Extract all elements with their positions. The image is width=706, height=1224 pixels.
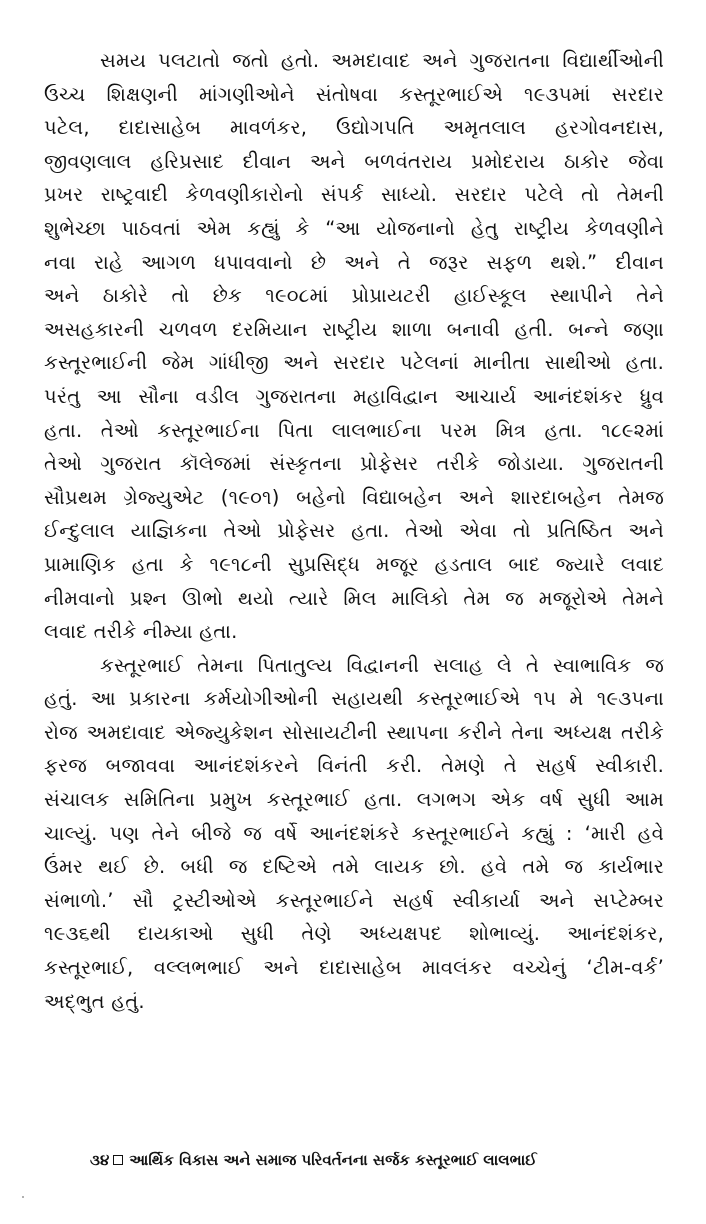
text-line: સંચાલક સમિતિના પ્રમુખ કસ્તૂરભાઈ હતા. લગભગ એક વર્ષ સુધી આમ bbox=[44, 788, 664, 812]
page-number: ૩૪ bbox=[90, 1151, 110, 1169]
text-line: નવા રાહે આગળ ધપાવવાનો છે અને તે જરૂર સફળ થશે.” દીવાન bbox=[44, 250, 664, 274]
page-footer bbox=[90, 1146, 650, 1174]
text-line: સંભાળો.’ સૌ ટ્રસ્ટીઓએ કસ્તૂરભાઈને સહર્ષ સ્વીકાર્યા અને સપ્ટેમ્બર bbox=[44, 888, 664, 912]
text-line: અદ્‌ભુત હતું. bbox=[44, 989, 145, 1013]
text-line: ઉચ્ચ શિક્ષણની માંગણીઓને સંતોષવા કસ્તૂરભાઈએ ૧૯૩૫માં સરદાર bbox=[44, 82, 664, 106]
text-line: પ્રામાણિક હતા કે ૧૯૧૮ની સુપ્રસિદ્ધ મજૂર હડતાલ બાદ જ્યારે લવાદ bbox=[44, 552, 664, 576]
text-line: ૧૯૩૬થી દાયકાઓ સુધી તેણે અધ્યક્ષપદ શોભાવ્યું. આનંદશંકર, bbox=[44, 922, 664, 946]
body-text bbox=[44, 44, 664, 1018]
text-line: રોજ અમદાવાદ એજ્યુકેશન સોસાયટીની સ્થાપના કરીને તેના અધ્યક્ષ તરીકે bbox=[44, 720, 664, 744]
text-line: ઉંમર થઈ છે. બધી જ દષ્ટિએ તમે લાયક છો. હવે તમે જ કાર્યભાર bbox=[44, 855, 664, 879]
text-line: હતું. આ પ્રકારના કર્મયોગીઓની સહાયથી કસ્તૂરભાઈએ ૧૫ મે ૧૯૩૫ના bbox=[44, 687, 664, 711]
speck-mark bbox=[22, 1196, 24, 1198]
text-line: પટેલ, દાદાસાહેબ માવળંકર, ઉદ્યોગપતિ અમૃતલાલ હરગોવનદાસ, bbox=[44, 116, 664, 140]
text-line: કસ્તૂરભાઈ તેમના પિતાતુલ્ય વિદ્વાનની સલાહ લે તે સ્વાભાવિક જ bbox=[100, 653, 664, 677]
text-line: પ્રખર રાષ્ટ્રવાદી કેળવણીકારોનો સંપર્ક સાધ્યો. સરદાર પટેલે તો તેમની bbox=[44, 183, 664, 207]
text-line: અને ઠાકોરે તો છેક ૧૯૦૮માં પ્રોપ્રાયટરી હાઈસ્કૂલ સ્થાપીને તેને bbox=[44, 284, 664, 308]
text-line: પરંતુ આ સૌના વડીલ ગુજરાતના મહાવિદ્વાન આચાર્ય આનંદશંકર ધ્રુવ bbox=[44, 384, 664, 408]
text-line: ઈન્દુલાલ યાજ્ઞિકના તેઓ પ્રોફેસર હતા. તેઓ એવા તો પ્રતિષ્ઠિત અને bbox=[44, 519, 664, 543]
paragraph bbox=[44, 649, 664, 1019]
book-title: આર્થિક વિકાસ અને સમાજ પરિવર્તનના સર્જક કસ્તૂરભાઈ લાલભાઈ bbox=[129, 1151, 537, 1169]
paragraph bbox=[44, 44, 664, 649]
text-line: નીમવાનો પ્રશ્ન ઊભો થયો ત્યારે મિલ માલિકો તેમ જ મજૂરોએ તેમને bbox=[44, 586, 664, 610]
text-line: શુભેચ્છા પાઠવતાં એમ કહ્યું કે “આ યોજનાનો હેતુ રાષ્ટ્રીય કેળવણીને bbox=[44, 216, 664, 240]
text-line: કસ્તૂરભાઈની જેમ ગાંધીજી અને સરદાર પટેલનાં માનીતા સાથીઓ હતા. bbox=[44, 351, 664, 375]
text-line: હતા. તેઓ કસ્તૂરભાઈના પિતા લાલભાઈના પરમ મિત્ર હતા. ૧૮૯૨માં bbox=[44, 418, 664, 442]
text-line: ચાલ્યું. પણ તેને બીજે જ વર્ષે આનંદશંકરે કસ્તૂરભાઈને કહ્યું : ‘મારી હવે bbox=[44, 821, 664, 845]
text-line: જીવણલાલ હરિપ્રસાદ દીવાન અને બળવંતરાય પ્રમોદરાય ઠાકોર જેવા bbox=[44, 149, 664, 173]
text-line: અસહકારની ચળવળ દરમિયાન રાષ્ટ્રીય શાળા બનાવી હતી. બન્ને જણા bbox=[44, 317, 664, 341]
text-line: સમય પલટાતો જતો હતો. અમદાવાદ અને ગુજરાતના વિદ્યાર્થીઓની bbox=[100, 49, 664, 72]
text-line: તેઓ ગુજરાત કૉલેજમાં સંસ્કૃતના પ્રોફેસર તરીકે જોડાયા. ગુજરાતની bbox=[44, 452, 664, 476]
text-line: ફરજ બજાવવા આનંદશંકરને વિનંતી કરી. તેમણે તે સહર્ષ સ્વીકારી. bbox=[44, 754, 664, 778]
text-line: સૌપ્રથમ ગ્રેજ્યુએટ (૧૯૦૧) બહેનો વિદ્યાબહેન અને શારદાબહેન તેમજ bbox=[44, 485, 664, 509]
square-bullet-icon bbox=[113, 1155, 123, 1165]
text-line: કસ્તૂરભાઈ, વલ્લભભાઈ અને દાદાસાહેબ માવલંકર વચ્ચેનું ‘ટીમ-વર્ક’ bbox=[44, 956, 664, 980]
text-line: લવાદ તરીકે નીમ્યા હતા. bbox=[44, 620, 238, 644]
